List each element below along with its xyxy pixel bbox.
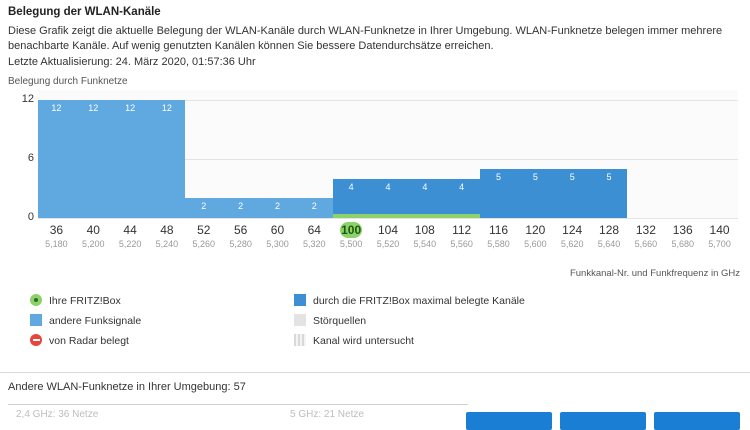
other-networks-title: Andere WLAN-Funknetze in Ihrer Umgebung: 57 bbox=[8, 381, 246, 393]
channel-number-wrap: 64 bbox=[307, 223, 321, 237]
chart-bar bbox=[517, 169, 554, 218]
chart-bar-value: 12 bbox=[51, 102, 62, 113]
channel-frequency: 5,520 bbox=[376, 239, 400, 249]
own-network-marker bbox=[370, 214, 407, 218]
footer-button-3[interactable] bbox=[654, 412, 740, 430]
footer-button-2[interactable] bbox=[560, 412, 646, 430]
chart-bar-value: 4 bbox=[459, 181, 465, 192]
chart-bar-value: 2 bbox=[274, 201, 280, 212]
chart-bar bbox=[333, 179, 370, 218]
channel-number-wrap: 48 bbox=[160, 223, 174, 237]
x-axis-channel-108 bbox=[406, 222, 443, 251]
chart-bar bbox=[480, 169, 517, 218]
channel-number-wrap: 140 bbox=[709, 223, 730, 237]
channel-frequency: 5,680 bbox=[671, 239, 694, 249]
channel-number-wrap: 124 bbox=[562, 223, 583, 237]
x-axis-channel-64 bbox=[296, 222, 333, 251]
channel-number-wrap: 52 bbox=[197, 223, 211, 237]
band-divider bbox=[8, 404, 468, 405]
chart-bar-value: 2 bbox=[201, 201, 207, 212]
chart-bar-value: 5 bbox=[496, 171, 502, 182]
page-description: Diese Grafik zeigt die aktuelle Belegung der WLAN-Kanäle durch WLAN-Funknetze in Ihrer Umgebung. WLAN-Funknetze belegen immer mehrere benachbarte Kanäle. Auf wenig genutzten Kanälen können Sie bessere Datendurchsätze erreichen. bbox=[8, 25, 723, 52]
channel-frequency: 5,260 bbox=[192, 239, 216, 249]
own-network-marker bbox=[406, 214, 443, 218]
x-axis-channel-120 bbox=[517, 222, 554, 251]
chart-bar bbox=[149, 100, 186, 218]
chart-bar-value: 5 bbox=[532, 171, 538, 182]
x-axis-channel-104 bbox=[370, 222, 407, 251]
channel-number-wrap: 116 bbox=[488, 223, 509, 237]
chart-bar-value: 5 bbox=[606, 171, 612, 182]
chart-legend bbox=[8, 290, 746, 360]
chart-x-axis-labels bbox=[38, 222, 738, 262]
x-axis-channel-56 bbox=[222, 222, 259, 251]
wlan-channel-chart bbox=[8, 90, 746, 223]
chart-bar-value: 5 bbox=[569, 171, 575, 182]
channel-number: 100 bbox=[341, 223, 362, 237]
x-axis-channel-116 bbox=[480, 222, 517, 251]
legend-label: durch die FRITZ!Box maximal belegte Kanäle bbox=[313, 295, 525, 307]
chart-plot-area bbox=[38, 90, 738, 219]
channel-frequency: 5,660 bbox=[634, 239, 658, 249]
chart-x-axis-title: Funkkanal-Nr. und Funkfrequenz in GHz bbox=[569, 268, 740, 279]
own-network-marker bbox=[443, 214, 480, 218]
chart-bar bbox=[554, 169, 591, 218]
channel-frequency: 5,540 bbox=[413, 239, 437, 249]
footer-button-1[interactable] bbox=[466, 412, 552, 430]
channel-number-wrap: 128 bbox=[599, 223, 620, 237]
channel-frequency: 5,620 bbox=[560, 239, 584, 249]
legend-label: von Radar belegt bbox=[49, 335, 129, 347]
legend-label: andere Funksignale bbox=[49, 315, 142, 327]
channel-frequency: 5,200 bbox=[81, 239, 105, 249]
x-axis-channel-48 bbox=[149, 222, 186, 251]
channel-number-wrap: 36 bbox=[49, 223, 64, 237]
x-axis-channel-60 bbox=[259, 222, 296, 251]
channel-frequency: 5,580 bbox=[487, 239, 510, 249]
green-dot-icon bbox=[30, 294, 42, 306]
hatched-swatch-icon bbox=[294, 334, 306, 346]
channel-frequency: 5,560 bbox=[450, 239, 473, 249]
legend-item-fritzbox bbox=[30, 294, 121, 307]
x-axis-channel-136 bbox=[664, 222, 701, 251]
chart-bar-value: 4 bbox=[422, 181, 428, 192]
chart-y-tick: 6 bbox=[27, 151, 34, 164]
chart-bar-value: 2 bbox=[238, 201, 244, 212]
channel-frequency: 5,700 bbox=[708, 239, 731, 249]
legend-item-other-signals bbox=[30, 314, 141, 327]
chart-bar bbox=[75, 100, 112, 218]
channel-number-wrap: 120 bbox=[525, 223, 546, 237]
channel-frequency: 5,600 bbox=[524, 239, 547, 249]
chart-bar-value: 4 bbox=[348, 181, 354, 192]
x-axis-channel-128 bbox=[591, 222, 628, 251]
chart-bar bbox=[112, 100, 149, 218]
channel-frequency: 5,240 bbox=[155, 239, 179, 249]
channel-number-wrap: 104 bbox=[377, 223, 398, 237]
x-axis-channel-112 bbox=[443, 222, 480, 251]
legend-item-max-channels bbox=[294, 294, 525, 307]
channel-frequency: 5,180 bbox=[45, 239, 68, 249]
x-axis-channel-100 bbox=[333, 222, 370, 251]
channel-number-wrap: 108 bbox=[414, 223, 435, 237]
light-blue-swatch-icon bbox=[30, 314, 42, 326]
chart-bar bbox=[591, 169, 628, 218]
chart-bar bbox=[222, 198, 259, 218]
chart-bar bbox=[370, 179, 407, 218]
chart-bar bbox=[443, 179, 480, 218]
legend-item-scanning bbox=[294, 334, 414, 347]
chart-bar bbox=[296, 198, 333, 218]
channel-number-wrap: 60 bbox=[270, 223, 285, 237]
dark-blue-swatch-icon bbox=[294, 294, 306, 306]
x-axis-channel-52 bbox=[185, 222, 222, 251]
channel-number-wrap: 136 bbox=[672, 223, 693, 237]
band-5-label: 5 GHz: 21 Netze bbox=[290, 409, 364, 420]
channel-frequency: 5,640 bbox=[597, 239, 621, 249]
chart-bar bbox=[185, 198, 222, 218]
channel-number-wrap bbox=[340, 222, 362, 238]
x-axis-channel-36 bbox=[38, 222, 75, 251]
last-updated-text: Letzte Aktualisierung: 24. März 2020, 01:57:36 Uhr bbox=[8, 56, 256, 68]
chart-bar-value: 2 bbox=[311, 201, 317, 212]
x-axis-channel-44 bbox=[112, 222, 149, 251]
legend-label: Kanal wird untersucht bbox=[313, 335, 414, 347]
x-axis-channel-40 bbox=[75, 222, 112, 251]
x-axis-channel-140 bbox=[701, 222, 738, 251]
legend-item-radar bbox=[30, 334, 129, 347]
footer-divider bbox=[0, 372, 750, 373]
channel-number-wrap: 132 bbox=[635, 223, 656, 237]
chart-bar bbox=[38, 100, 75, 218]
red-minus-icon bbox=[30, 334, 42, 346]
page-title: Belegung der WLAN-Kanäle bbox=[8, 6, 161, 18]
chart-bar-value: 12 bbox=[125, 102, 136, 113]
channel-number-wrap: 56 bbox=[233, 223, 248, 237]
x-axis-channel-132 bbox=[627, 222, 664, 251]
chart-bar-value: 12 bbox=[88, 102, 99, 113]
chart-y-tick: 12 bbox=[21, 92, 34, 105]
chart-bar bbox=[259, 198, 296, 218]
channel-frequency: 5,280 bbox=[229, 239, 252, 249]
x-axis-channel-124 bbox=[554, 222, 591, 251]
channel-number-wrap: 112 bbox=[452, 223, 472, 237]
channel-number-wrap: 40 bbox=[86, 223, 100, 237]
chart-bar-value: 4 bbox=[385, 181, 391, 192]
chart-bar bbox=[406, 179, 443, 218]
channel-frequency: 5,220 bbox=[118, 239, 142, 249]
chart-bar-value: 12 bbox=[161, 102, 172, 113]
band-24-label: 2,4 GHz: 36 Netze bbox=[16, 409, 99, 420]
channel-frequency: 5,300 bbox=[266, 239, 289, 249]
channel-number-wrap: 44 bbox=[123, 223, 137, 237]
grey-swatch-icon bbox=[294, 314, 306, 326]
own-network-marker bbox=[333, 214, 370, 218]
legend-label: Störquellen bbox=[313, 315, 367, 327]
legend-label: Ihre FRITZ!Box bbox=[49, 295, 121, 307]
channel-frequency: 5,320 bbox=[303, 239, 326, 249]
chart-y-axis-title: Belegung durch Funknetze bbox=[8, 76, 128, 87]
chart-gridline bbox=[38, 218, 738, 219]
chart-y-tick: 0 bbox=[27, 211, 34, 223]
channel-frequency: 5,500 bbox=[339, 239, 363, 249]
legend-item-interference bbox=[294, 314, 366, 327]
